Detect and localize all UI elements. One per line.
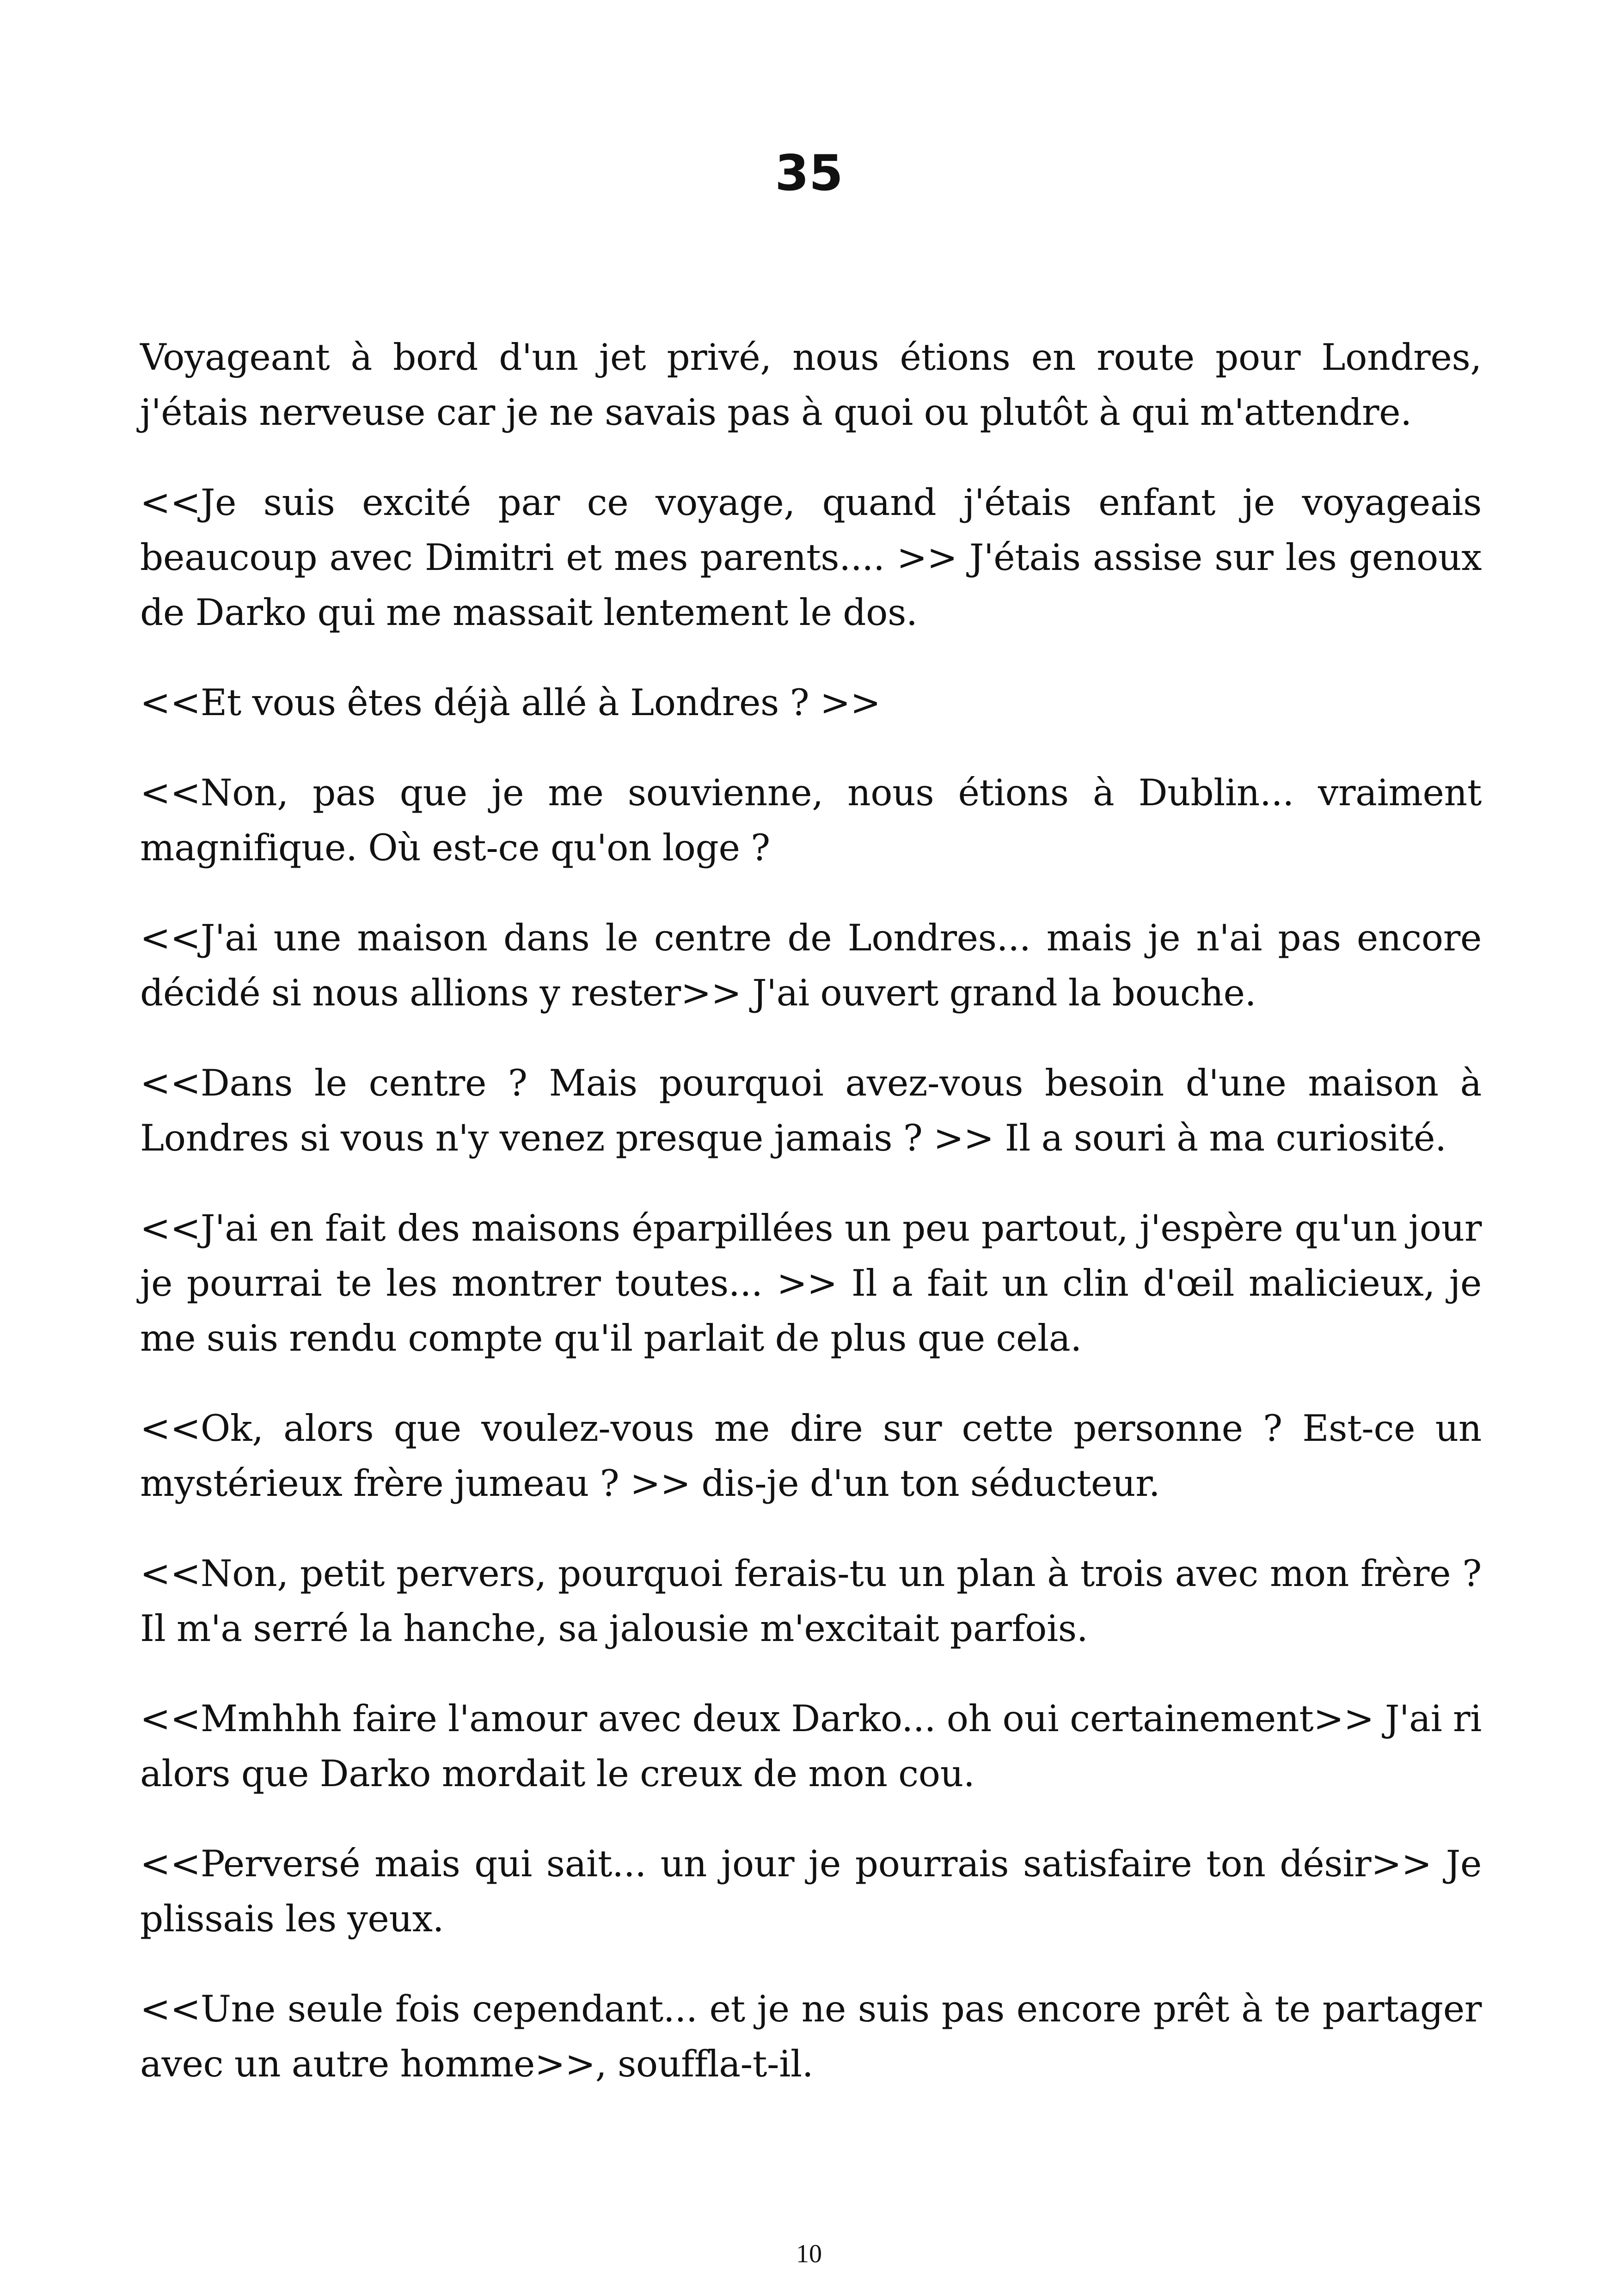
paragraph: <<J'ai une maison dans le centre de Londres... mais je n'ai pas encore décidé si nous allions y rester>> J'ai ouvert grand la bouche. <box>140 917 1482 1014</box>
paragraph: <<Ok, alors que voulez-vous me dire sur cette personne ? Est-ce un mystérieux frère jumeau ? >> dis-je d'un ton séducteur. <box>140 1407 1482 1505</box>
paragraph: <<Mmhhh faire l'amour avec deux Darko... oh oui certainement>> J'ai ri alors que Darko mordait le creux de mon cou. <box>140 1697 1482 1795</box>
paragraph: <<Non, pas que je me souvienne, nous étions à Dublin... vraiment magnifique. Où est-ce qu'on loge ? <box>140 771 1482 869</box>
paragraph: <<Et vous êtes déjà allé à Londres ? >> <box>140 681 881 724</box>
body-text <box>140 330 1482 2127</box>
chapter-number: 35 <box>775 145 843 202</box>
paragraph: <<Je suis excité par ce voyage, quand j'étais enfant je voyageais beaucoup avec Dimitri et mes parents.... >> J'étais assise sur les genoux de Darko qui me massait lentement le dos. <box>140 481 1482 634</box>
page-number: 10 <box>796 2240 822 2268</box>
paragraph: <<Une seule fois cependant... et je ne suis pas encore prêt à te partager avec un autre homme>>, souffla-t-il. <box>140 1988 1482 2085</box>
paragraph: <<Perversé mais qui sait... un jour je pourrais satisfaire ton désir>> Je plissais les yeux. <box>140 1843 1482 1940</box>
paragraph: Voyageant à bord d'un jet privé, nous étions en route pour Londres, j'étais nerveuse car je ne savais pas à quoi ou plutôt à qui m'attendre. <box>140 336 1482 434</box>
paragraph: <<Dans le centre ? Mais pourquoi avez-vous besoin d'une maison à Londres si vous n'y venez presque jamais ? >> Il a souri à ma curiosité. <box>140 1062 1482 1159</box>
paragraph: <<J'ai en fait des maisons éparpillées un peu partout, j'espère qu'un jour je pourrai te les montrer toutes... >> Il a fait un clin d'œil malicieux, je me suis rendu compte qu'il parlait de plus que cela. <box>140 1207 1482 1359</box>
paragraph: <<Non, petit pervers, pourquoi ferais-tu un plan à trois avec mon frère ? Il m'a serré la hanche, sa jalousie m'excitait parfois. <box>140 1552 1482 1650</box>
